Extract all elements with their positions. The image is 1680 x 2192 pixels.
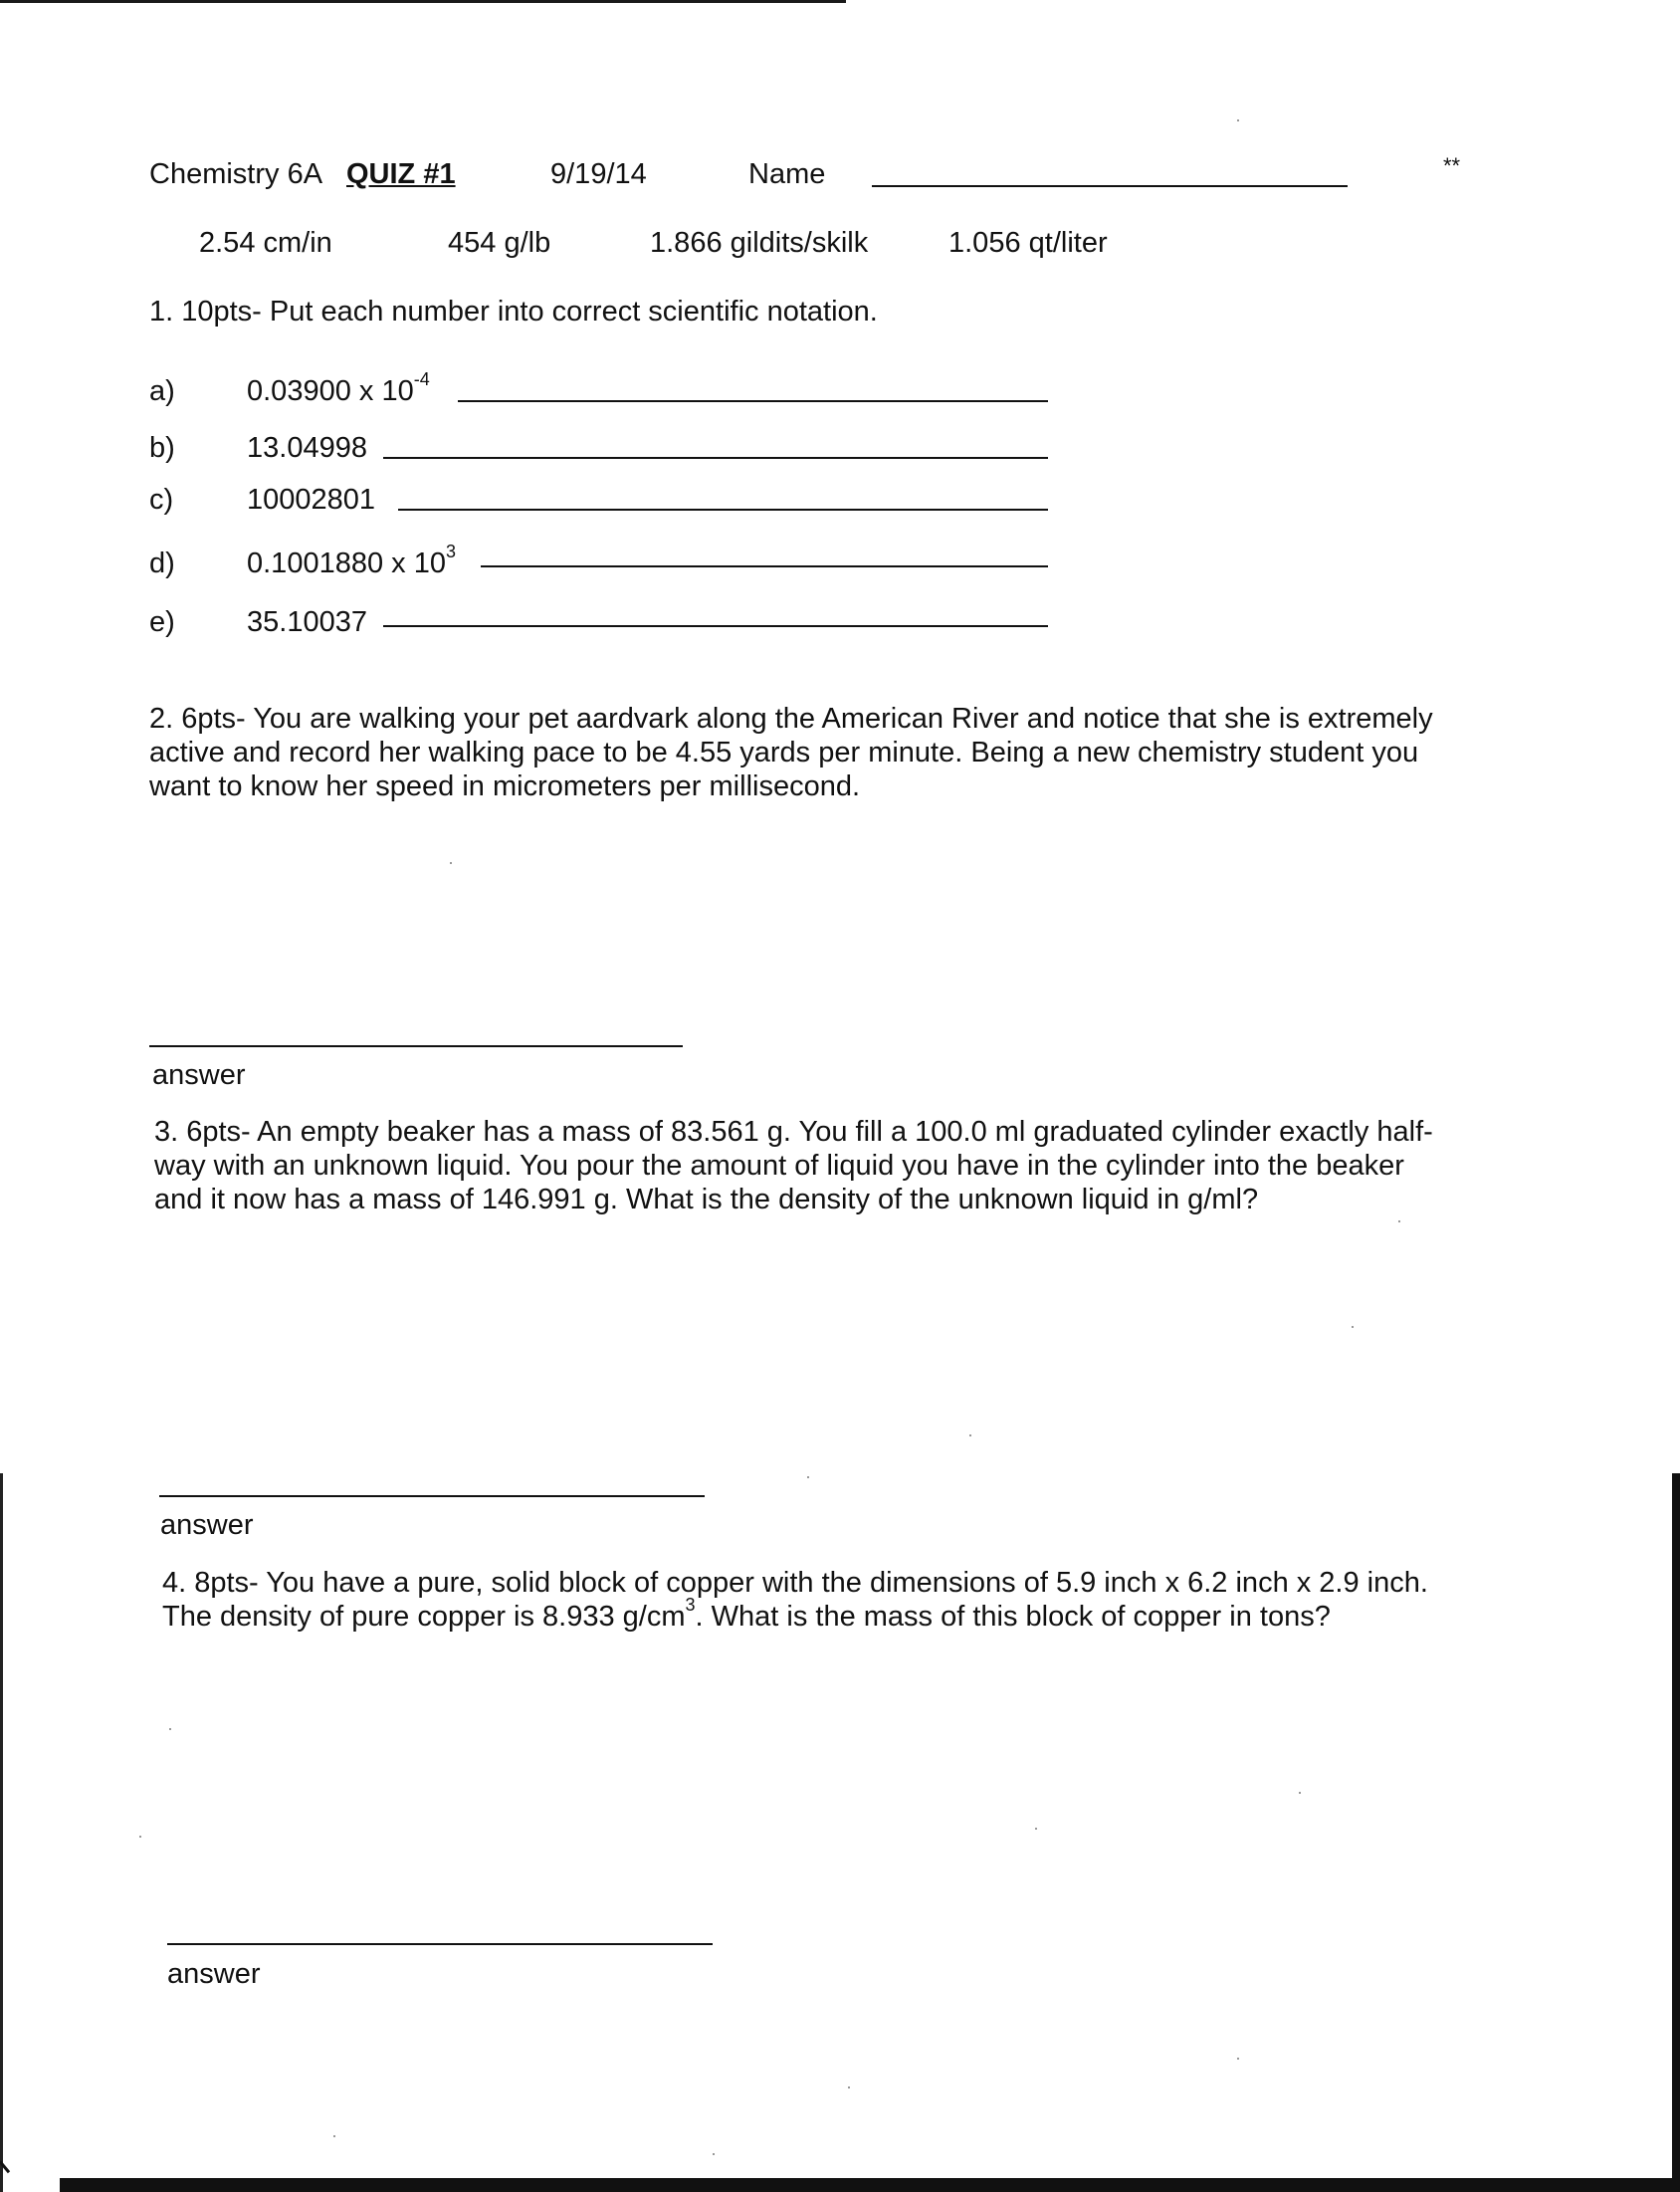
course-name: Chemistry 6A — [149, 158, 323, 190]
corner-mark: ** — [1443, 153, 1461, 178]
name-line[interactable] — [872, 185, 1348, 187]
scan-speck — [333, 2135, 335, 2137]
q2-answer-line[interactable] — [149, 1045, 683, 1047]
q1-item-label: c) — [149, 484, 174, 516]
q1-item-value: 10002801 — [247, 484, 376, 516]
q1-item-label: b) — [149, 432, 175, 464]
q1-answer-line[interactable] — [398, 509, 1048, 511]
scan-speck — [450, 862, 452, 864]
q1-item-value: 35.10037 — [247, 606, 367, 638]
quiz-date: 9/19/14 — [550, 158, 647, 190]
q4-answer-line[interactable] — [167, 1943, 713, 1945]
scan-speck — [1035, 1828, 1037, 1830]
scan-speck — [969, 1434, 971, 1436]
q1-prompt: 1. 10pts- Put each number into correct scientific notation. — [149, 296, 878, 328]
conversion-g-lb: 454 g/lb — [448, 227, 551, 259]
scan-speck — [1398, 1220, 1400, 1222]
scan-speck — [713, 2153, 715, 2155]
scan-left-edge — [0, 1473, 3, 2192]
quiz-title: QUIZ #1 — [346, 158, 456, 190]
q3-text-line: way with an unknown liquid. You pour the amount of liquid you have in the cylinder into the beaker — [154, 1150, 1404, 1182]
q1-item-value: 0.1001880 x $10^3$ — [247, 542, 456, 579]
scan-speck — [848, 2086, 850, 2088]
scan-speck — [1352, 1326, 1354, 1328]
q1-item-label: a) — [149, 375, 175, 407]
q2-text-line: 2. 6pts- You are walking your pet aardvark along the American River and notice that she is extremely — [149, 703, 1433, 735]
q1-item-label: e) — [149, 606, 175, 638]
scan-top-edge — [0, 0, 846, 3]
scan-speck — [1299, 1792, 1301, 1794]
scan-right-edge — [1672, 1473, 1680, 2192]
q3-text-line: 3. 6pts- An empty beaker has a mass of 83.561 g. You fill a 100.0 ml graduated cylinder exactly half- — [154, 1116, 1433, 1148]
q1-answer-line[interactable] — [458, 400, 1048, 402]
q3-text-line: and it now has a mass of 146.991 g. What is the density of the unknown liquid in g/ml? — [154, 1184, 1259, 1215]
q1-answer-line[interactable] — [481, 565, 1048, 567]
scan-speck — [1237, 119, 1239, 121]
q3-answer-line[interactable] — [159, 1495, 705, 1497]
q1-item-value: 0.03900 x $10^{-4}$ — [247, 369, 430, 407]
scan-bottom-edge — [60, 2178, 1680, 2192]
scan-speck — [169, 1728, 171, 1730]
scan-speck — [139, 1836, 141, 1838]
conversion-qt-liter: 1.056 qt/liter — [948, 227, 1108, 259]
q4-text-line: 4. 8pts- You have a pure, solid block of copper with the dimensions of 5.9 inch x 6.2 inch x 2.9 inch. — [162, 1567, 1428, 1599]
q4-text-line: The density of pure copper is 8.933 $g/cm^3$. What is the mass of this block of copper in tons? — [162, 1595, 1331, 1633]
q1-item-label: d) — [149, 548, 175, 579]
q4-answer-label: answer — [167, 1958, 261, 1990]
q2-text-line: want to know her speed in micrometers per millisecond. — [149, 770, 861, 802]
q1-answer-line[interactable] — [383, 457, 1048, 459]
q2-answer-label: answer — [152, 1059, 246, 1091]
scan-speck — [807, 1476, 809, 1478]
q1-answer-line[interactable] — [383, 625, 1048, 627]
scan-speck — [1237, 2058, 1239, 2060]
name-label: Name — [748, 158, 826, 190]
conversion-cm-in: 2.54 cm/in — [199, 227, 332, 259]
q2-text-line: active and record her walking pace to be 4.55 yards per minute. Being a new chemistry student you — [149, 737, 1419, 768]
q1-item-value: 13.04998 — [247, 432, 367, 464]
conversion-gildits-skilk: 1.866 gildits/skilk — [650, 227, 869, 259]
q3-answer-label: answer — [160, 1509, 254, 1541]
